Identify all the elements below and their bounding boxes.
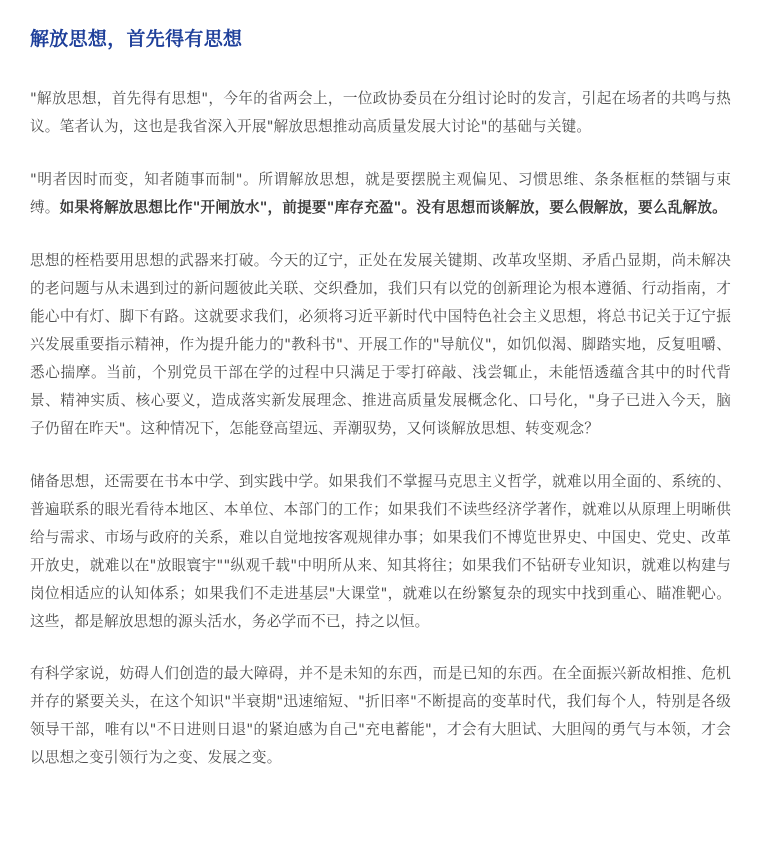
paragraph-text: 有科学家说，妨碍人们创造的最大障碍，并不是未知的东西，而是已知的东西。在全面振兴新故相推、危机并存的紧要关头，在这个知识"半衰期"迅速缩短、"折旧率"不断提高的变革时代，我们每个人，特别是各级领导干部，唯有以"不日进则日退"的紧迫感为自己"充电蓄能"，才会有大胆试、大胆闯的勇气与本领，才会以思想之变引领行为之变、发展之变。 bbox=[30, 665, 731, 766]
article-paragraph bbox=[30, 247, 731, 443]
paragraph-text: "明者因时而变，知者随事而制"。所谓解放思想，就是要摆脱主观偏见、习惯思维、条条框框的禁锢与束缚。 bbox=[30, 171, 731, 216]
article-paragraph bbox=[30, 660, 731, 772]
paragraph-text: 储备思想，还需要在书本中学、到实践中学。如果我们不掌握马克思主义哲学，就难以用全面的、系统的、普遍联系的眼光看待本地区、本单位、本部门的工作；如果我们不读些经济学著作，就难以从原理上明晰供给与需求、市场与政府的关系，难以自觉地按客观规律办事；如果我们不博览世界史、中国史、党史、改革开放史，就难以在"放眼寰宇""纵观千载"中明所从来、知其将往；如果我们不钻研专业知识，就难以构建与岗位相适应的认知体系；如果我们不走进基层"大课堂"，就难以在纷繁复杂的现实中找到重心、瞄准靶心。这些，都是解放思想的源头活水，务必学而不已，持之以恒。 bbox=[30, 473, 731, 630]
paragraph-text: "解放思想，首先得有思想"，今年的省两会上，一位政协委员在分组讨论时的发言，引起在场者的共鸣与热议。笔者认为，这也是我省深入开展"解放思想推动高质量发展大讨论"的基础与关键。 bbox=[30, 90, 731, 135]
article-paragraph bbox=[30, 166, 731, 222]
paragraph-text: 思想的桎梏要用思想的武器来打破。今天的辽宁，正处在发展关键期、改革攻坚期、矛盾凸显期，尚未解决的老问题与从未遇到过的新问题彼此关联、交织叠加，我们只有以党的创新理论为根本遵循、行动指南，才能心中有灯、脚下有路。这就要求我们，必须将习近平新时代中国特色社会主义思想，将总书记关于辽宁振兴发展重要指示精神，作为提升能力的"教科书"、开展工作的"导航仪"，如饥似渴、脚踏实地，反复咀嚼、悉心揣摩。当前，个别党员干部在学的过程中只满足于零打碎敲、浅尝辄止，未能悟透蕴含其中的时代背景、精神实质、核心要义，造成落实新发展理念、推进高质量发展概念化、口号化，"身子已进入今天，脑子仍留在昨天"。这种情况下，怎能登高望远、弄潮驭势，又何谈解放思想、转变观念？ bbox=[30, 252, 731, 437]
article-paragraph bbox=[30, 85, 731, 141]
paragraph-bold-text: 如果将解放思想比作"开闸放水"，前提要"库存充盈"。没有思想而谈解放，要么假解放，要么乱解放。 bbox=[59, 199, 727, 216]
article-title: 解放思想，首先得有思想 bbox=[30, 28, 243, 50]
article-paragraph bbox=[30, 468, 731, 636]
